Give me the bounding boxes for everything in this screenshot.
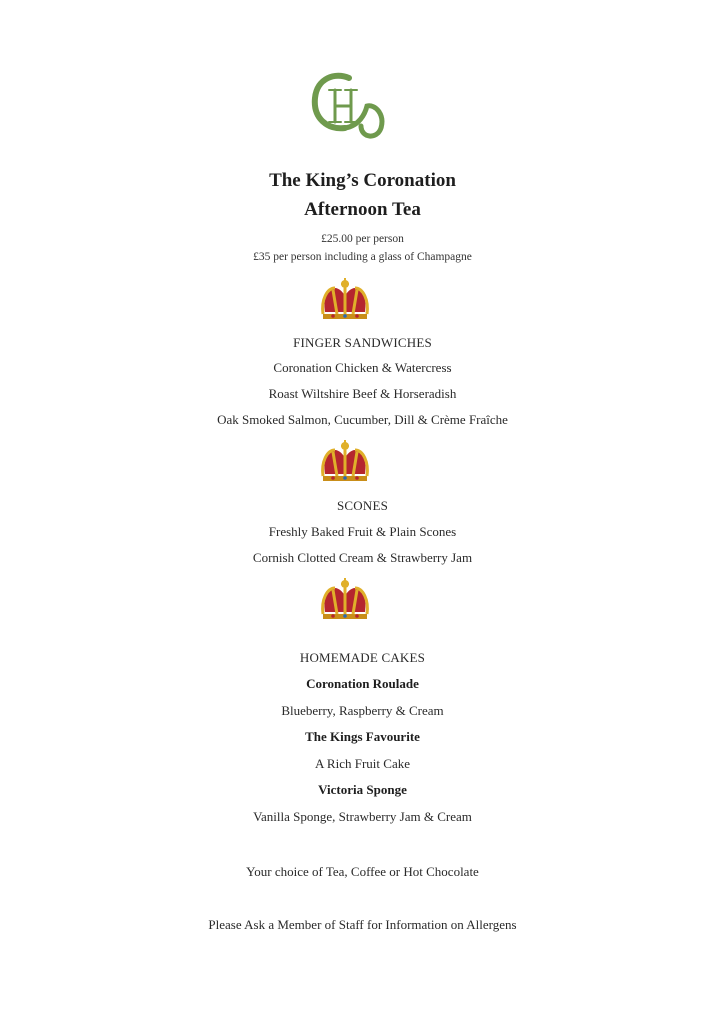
cake-name: The Kings Favourite: [305, 729, 420, 744]
menu-item: Oak Smoked Salmon, Cucumber, Dill & Crème Fraîche: [217, 412, 508, 427]
cake-name: Victoria Sponge: [318, 782, 407, 797]
price-standard: £25.00 per person: [321, 233, 404, 245]
crown-icon: [317, 276, 373, 322]
crown-icon: [317, 576, 373, 622]
section-heading-scones: SCONES: [336, 498, 389, 513]
title-line-1: The King’s Coronation: [269, 170, 456, 191]
crown-icon: [317, 438, 373, 484]
cake-name: Coronation Roulade: [306, 676, 419, 691]
cake-description: Blueberry, Raspberry & Cream: [281, 703, 444, 718]
section-heading-cakes: HOMEMADE CAKES: [299, 650, 426, 665]
cake-description: A Rich Fruit Cake: [315, 756, 410, 771]
monogram-logo: [305, 68, 387, 144]
menu-item: Freshly Baked Fruit & Plain Scones: [268, 524, 457, 539]
cake-description: Vanilla Sponge, Strawberry Jam & Cream: [253, 809, 472, 824]
price-champagne: £35 per person including a glass of Champagne: [253, 251, 472, 263]
menu-item: Coronation Chicken & Watercress: [273, 360, 452, 375]
section-heading-sandwiches: FINGER SANDWICHES: [293, 335, 432, 350]
title-line-2: Afternoon Tea: [304, 199, 421, 220]
menu-item: Cornish Clotted Cream & Strawberry Jam: [252, 550, 473, 565]
allergens-note: Please Ask a Member of Staff for Information on Allergens: [208, 917, 517, 932]
menu-item: Roast Wiltshire Beef & Horseradish: [268, 386, 457, 401]
drinks-note: Your choice of Tea, Coffee or Hot Chocolate: [246, 864, 479, 879]
